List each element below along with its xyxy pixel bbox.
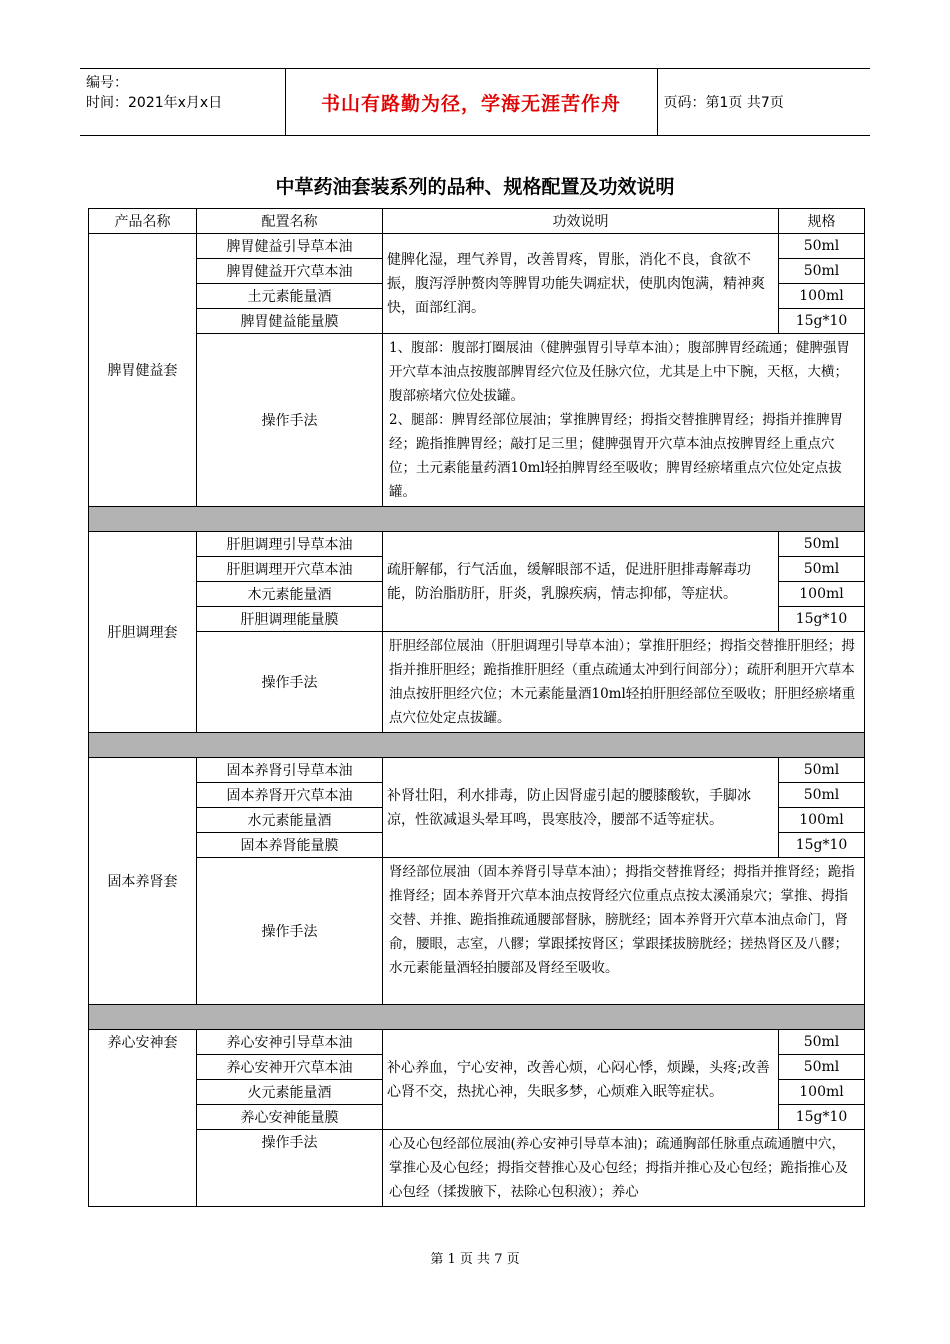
spec-cell: 15g*10 (779, 1105, 865, 1130)
config-name-cell: 火元素能量酒 (197, 1080, 383, 1105)
header-motto: 书山有路勤为径，学海无涯苦作舟 (320, 92, 621, 115)
method-cell: 肾经部位展油（固本养肾引导草本油）；拇指交替推肾经；拇指并推肾经；跪指推肾经；固本养肾开穴草本油点按肾经穴位重点点按太溪涌泉穴；掌推、拇指交替、并推、跪指推疏通腰部督脉，膀胱经；固本养肾开穴草本油点命门，肾俞，腰眼，志室，八髎；掌跟揉按肾区；掌跟揉拔膀胱经；搓热肾区及八髎；水元素能量酒轻拍腰部及肾经至吸收。 (383, 858, 865, 1005)
separator-cell (89, 733, 865, 758)
document-time-label: 时间：2021年x月x日 (86, 95, 223, 111)
separator-row (89, 507, 865, 532)
effect-cell: 补肾壮阳，利水排毒，防止因肾虚引起的腰膝酸软，手脚冰凉，性欲减退头晕耳鸣，畏寒肢冷，腰部不适等症状。 (383, 758, 779, 858)
product-name-cell: 固本养肾套 (89, 758, 197, 1005)
spec-cell: 50ml (779, 234, 865, 259)
method-cell: 肝胆经部位展油（肝胆调理引导草本油）；掌推肝胆经；拇指交替推肝胆经；拇指并推肝胆经；跪指推肝胆经（重点疏通太冲到行间部分）；疏肝利胆开穴草本油点按肝胆经穴位；木元素能量酒10ml轻拍肝胆经部位至吸收；肝胆经瘀堵重点穴位处定点拔罐。 (383, 632, 865, 733)
separator-cell (89, 507, 865, 532)
method-label-cell: 操作手法 (197, 334, 383, 507)
separator-cell (89, 1005, 865, 1030)
separator-row (89, 733, 865, 758)
table-row (89, 334, 865, 507)
column-header-spec: 规格 (779, 209, 865, 234)
spec-cell: 15g*10 (779, 607, 865, 632)
method-cell: 1、腹部：腹部打圈展油（健脾强胃引导草本油）；腹部脾胃经疏通；健脾强胃开穴草本油点按腹部脾胃经穴位及任脉穴位，尤其是上中下腕，天枢，大横；腹部瘀堵穴位处拔罐。 2、腿部：脾胃经部位展油；掌推脾胃经；拇指交替推脾胃经；拇指并推脾胃经；跪指推脾胃经；敲打足三里；健脾强胃开穴草本油点按脾胃经上重点穴位；土元素能量药酒10ml轻拍脾胃经至吸收；脾胃经瘀堵重点穴位处定点拔罐。 (383, 334, 865, 507)
config-name-cell: 肝胆调理开穴草本油 (197, 557, 383, 582)
page-footer: 第 1 页 共 7 页 (430, 1252, 520, 1267)
spec-cell: 100ml (779, 582, 865, 607)
spec-cell: 100ml (779, 808, 865, 833)
separator-row (89, 1005, 865, 1030)
effect-cell: 疏肝解郁，行气活血，缓解眼部不适，促进肝胆排毒解毒功能，防治脂肪肝，肝炎，乳腺疾病，情志抑郁，等症状。 (383, 532, 779, 632)
config-name-cell: 水元素能量酒 (197, 808, 383, 833)
product-name-cell: 脾胃健益套 (89, 234, 197, 507)
table-row (89, 1130, 865, 1207)
config-name-cell: 养心安神能量膜 (197, 1105, 383, 1130)
table-row (89, 758, 865, 783)
document-title: 中草药油套装系列的品种、规格配置及功效说明 (275, 176, 675, 198)
spec-cell: 50ml (779, 259, 865, 284)
header-page-cell (657, 69, 870, 136)
document-number-label: 编号： (86, 75, 128, 91)
spec-cell: 100ml (779, 1080, 865, 1105)
method-label-cell: 操作手法 (197, 858, 383, 1005)
header-motto-cell (285, 69, 657, 136)
config-name-cell: 脾胃健益能量膜 (197, 309, 383, 334)
config-name-cell: 肝胆调理引导草本油 (197, 532, 383, 557)
product-name-cell: 养心安神套 (89, 1030, 197, 1207)
spec-cell: 50ml (779, 1030, 865, 1055)
spec-cell: 50ml (779, 532, 865, 557)
config-name-cell: 固本养肾能量膜 (197, 833, 383, 858)
table-row (89, 858, 865, 1005)
method-label-cell: 操作手法 (197, 1130, 383, 1207)
table-row (89, 532, 865, 557)
effect-cell: 健脾化湿，理气养胃，改善胃疼，胃胀，消化不良，食欲不振，腹泻浮肿赘肉等脾胃功能失调症状，使肌肉饱满，精神爽快，面部红润。 (383, 234, 779, 334)
header-page-info: 页码：第1页 共7页 (663, 95, 784, 111)
table-row (89, 1030, 865, 1055)
spec-cell: 100ml (779, 284, 865, 309)
effect-cell: 补心养血，宁心安神，改善心烦，心闷心悸，烦躁，头疼;改善心肾不交，热扰心神，失眠多梦，心烦难入眠等症状。 (383, 1030, 779, 1130)
config-name-cell: 木元素能量酒 (197, 582, 383, 607)
product-name-cell: 肝胆调理套 (89, 532, 197, 733)
method-label-cell: 操作手法 (197, 632, 383, 733)
config-name-cell: 固本养肾开穴草本油 (197, 783, 383, 808)
config-name-cell: 脾胃健益引导草本油 (197, 234, 383, 259)
column-header-config: 配置名称 (197, 209, 383, 234)
spec-cell: 15g*10 (779, 309, 865, 334)
spec-cell: 15g*10 (779, 833, 865, 858)
document-header (80, 68, 870, 136)
config-name-cell: 养心安神开穴草本油 (197, 1055, 383, 1080)
config-name-cell: 土元素能量酒 (197, 284, 383, 309)
config-name-cell: 肝胆调理能量膜 (197, 607, 383, 632)
config-name-cell: 养心安神引导草本油 (197, 1030, 383, 1055)
method-cell: 心及心包经部位展油(养心安神引导草本油)；疏通胸部任脉重点疏通膻中穴，掌推心及心包经；拇指交替推心及心包经；拇指并推心及心包经；跪指推心及心包经（揉拨腋下，祛除心包积液）；养心 (383, 1130, 865, 1207)
table-row (89, 632, 865, 733)
spec-cell: 50ml (779, 1055, 865, 1080)
table-header-row (89, 209, 865, 234)
header-left-cell (80, 69, 285, 136)
config-name-cell: 固本养肾引导草本油 (197, 758, 383, 783)
column-header-effect: 功效说明 (383, 209, 779, 234)
spec-cell: 50ml (779, 758, 865, 783)
product-table (88, 208, 865, 1207)
spec-cell: 50ml (779, 557, 865, 582)
column-header-product: 产品名称 (89, 209, 197, 234)
table-row (89, 234, 865, 259)
spec-cell: 50ml (779, 783, 865, 808)
config-name-cell: 脾胃健益开穴草本油 (197, 259, 383, 284)
